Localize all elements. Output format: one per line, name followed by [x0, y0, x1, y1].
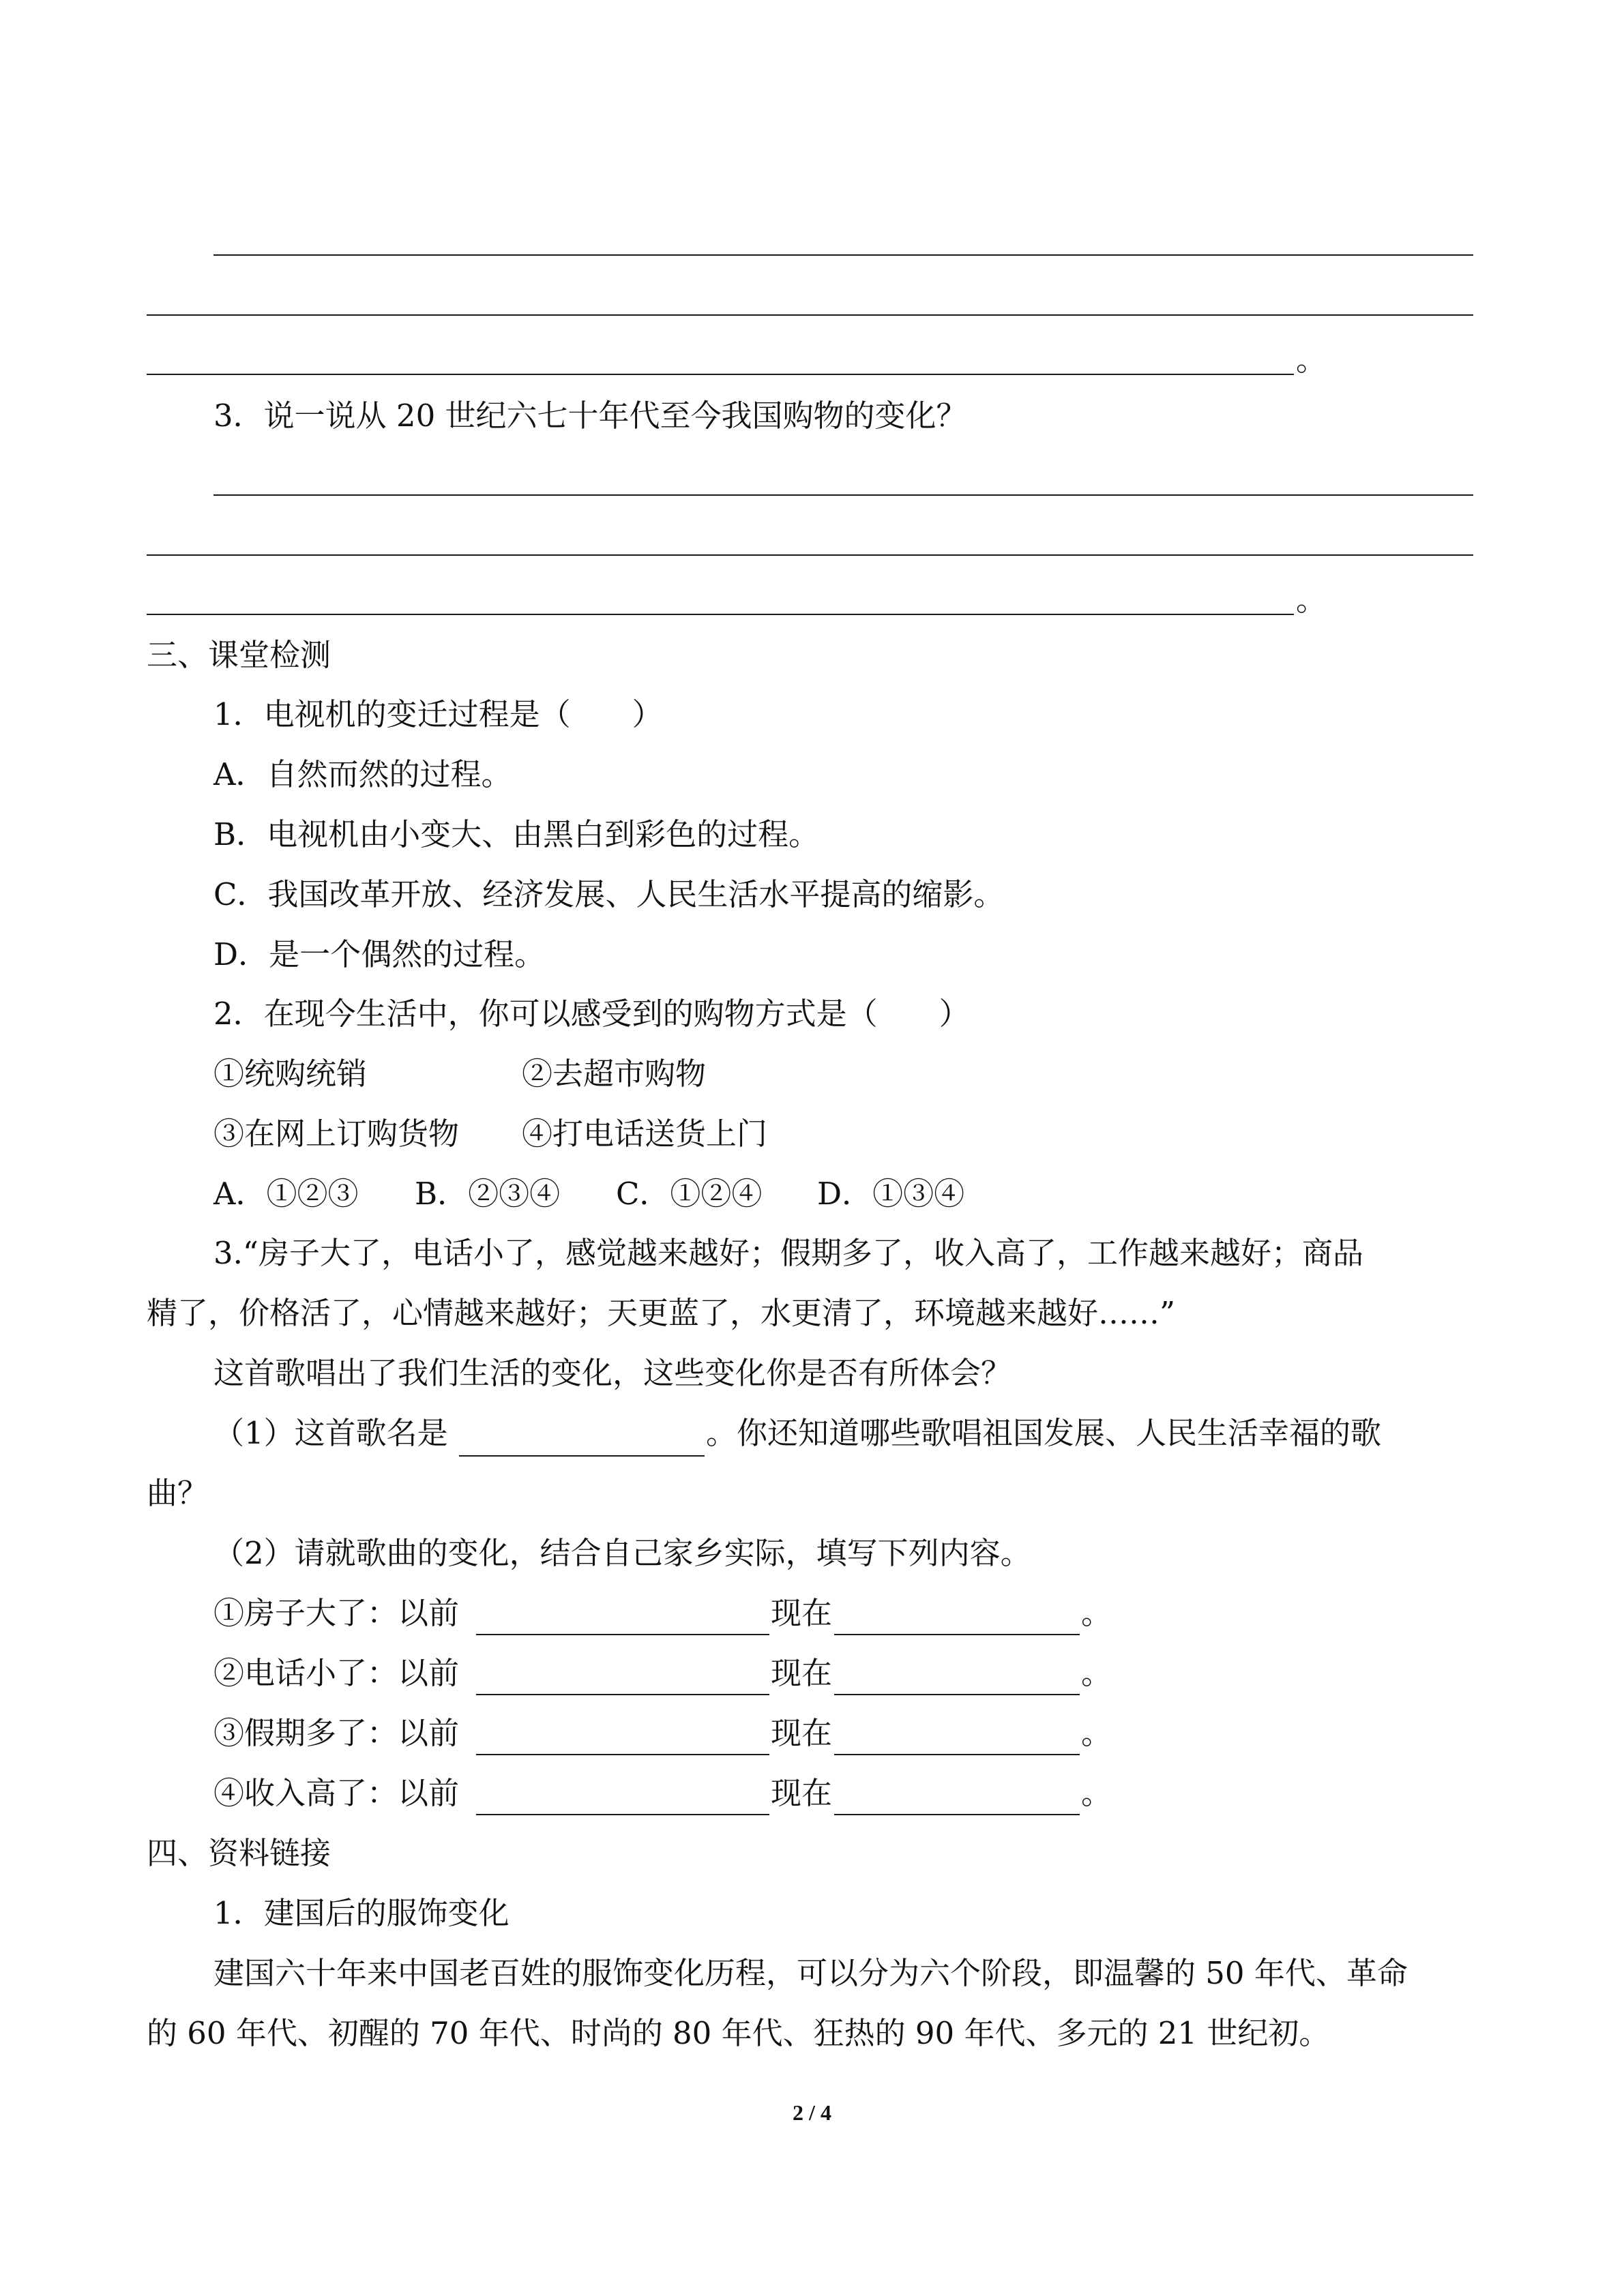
sub-question-1-prefix: （1）这首歌名是 [213, 1415, 448, 1451]
before-blank[interactable] [476, 1634, 769, 1635]
choice-a[interactable]: A．①②③ [213, 1176, 359, 1212]
choice-d[interactable]: D．①③④ [817, 1176, 965, 1212]
fill-label: ②电话小了：以前 [213, 1655, 460, 1691]
lyric-intro: 这首歌唱出了我们生活的变化，这些变化你是否有所体会？ [213, 1355, 1012, 1391]
fill-label: ④收入高了：以前 [213, 1775, 460, 1811]
answer-line[interactable] [213, 254, 1473, 256]
purchase-item-3: ③在网上订购货物 [213, 1116, 460, 1152]
choice-b[interactable]: B．②③④ [415, 1176, 561, 1212]
sub-question-1-suffix: 。你还知道哪些歌唱祖国发展、人民生活幸福的歌 [706, 1415, 1382, 1451]
fill-end: 。 [1081, 1715, 1112, 1751]
fill-end: 。 [1081, 1595, 1112, 1631]
now-blank[interactable] [834, 1634, 1080, 1635]
section-heading: 三、课堂检测 [147, 637, 331, 673]
choice-c[interactable]: C．①②④ [616, 1176, 763, 1212]
section-heading: 四、资料链接 [147, 1835, 331, 1871]
fill-label: ③假期多了：以前 [213, 1715, 460, 1751]
sub-question-2: （2）请就歌曲的变化，结合自己家乡实际，填写下列内容。 [213, 1535, 1031, 1571]
answer-line[interactable] [147, 314, 1473, 316]
fill-label: ①房子大了：以前 [213, 1595, 460, 1631]
answer-period: 。 [1296, 342, 1327, 378]
purchase-item-2: ②去超市购物 [522, 1056, 707, 1092]
answer-line[interactable] [213, 494, 1473, 496]
purchase-item-4: ④打电话送货上门 [522, 1116, 768, 1152]
paragraph-line-2: 的 60 年代、初醒的 70 年代、时尚的 80 年代、狂热的 90 年代、多元的 21 世纪初。 [147, 2015, 1330, 2051]
fill-mid: 现在 [771, 1775, 833, 1811]
purchase-item-1: ①统购统销 [213, 1056, 368, 1092]
option-d[interactable]: D．是一个偶然的过程。 [213, 936, 546, 972]
option-c[interactable]: C．我国改革开放、经济发展、人民生活水平提高的缩影。 [213, 876, 1005, 912]
lyric-line-2: 精了，价格活了，心情越来越好；天更蓝了，水更清了，环境越来越好……” [147, 1295, 1176, 1331]
option-b[interactable]: B．电视机由小变大、由黑白到彩色的过程。 [213, 816, 820, 852]
fill-end: 。 [1081, 1655, 1112, 1691]
now-blank[interactable] [834, 1694, 1080, 1695]
song-name-blank[interactable] [459, 1455, 705, 1457]
fill-mid: 现在 [771, 1595, 833, 1631]
option-a[interactable]: A．自然而然的过程。 [213, 756, 512, 792]
lyric-line-1: 3.“房子大了，电话小了，感觉越来越好；假期多了，收入高了，工作越来越好；商品 [213, 1235, 1363, 1271]
sub-question-1-cont: 曲？ [147, 1475, 209, 1511]
answer-line[interactable] [147, 614, 1294, 615]
sub-title: 1．建国后的服饰变化 [213, 1895, 510, 1931]
question-stem: 2．在现今生活中，你可以感受到的购物方式是（ ） [213, 996, 970, 1032]
fill-mid: 现在 [771, 1655, 833, 1691]
before-blank[interactable] [476, 1754, 769, 1755]
fill-mid: 现在 [771, 1715, 833, 1751]
now-blank[interactable] [834, 1754, 1080, 1755]
question-stem: 1．电视机的变迁过程是（ ） [213, 696, 663, 732]
question-3-text: 3．说一说从 20 世纪六七十年代至今我国购物的变化？ [213, 398, 967, 434]
fill-end: 。 [1081, 1775, 1112, 1811]
answer-line[interactable] [147, 554, 1473, 556]
answer-line[interactable] [147, 374, 1294, 375]
page-number: 2 / 4 [793, 2100, 831, 2125]
before-blank[interactable] [476, 1694, 769, 1695]
answer-period: 。 [1296, 582, 1327, 618]
now-blank[interactable] [834, 1814, 1080, 1815]
paragraph-line-1: 建国六十年来中国老百姓的服饰变化历程，可以分为六个阶段，即温馨的 50 年代、革命 [213, 1955, 1408, 1991]
before-blank[interactable] [476, 1814, 769, 1815]
